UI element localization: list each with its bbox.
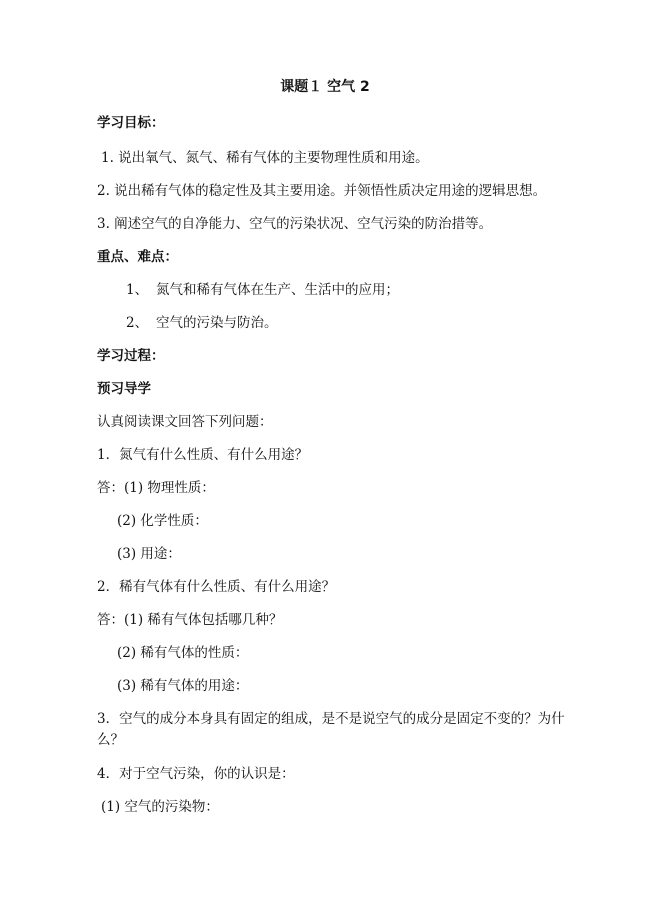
question-3-line-1: 3．空气的成分本身具有固定的组成，是不是说空气的成分是固定不变的？为什 xyxy=(97,711,565,727)
keypoint-item-2-text: 空气的污染与防治。 xyxy=(156,315,278,331)
objective-item-3: 3. 阐述空气的自净能力、空气的污染状况、空气污染的防治措等。 xyxy=(97,216,493,232)
keypoint-item-2 xyxy=(126,313,278,333)
question-2-answer-2: (2) 稀有气体的性质： xyxy=(117,645,249,661)
keypoint-item-2-number: 2、 xyxy=(126,315,149,331)
question-1-answer-2: (2) 化学性质： xyxy=(117,513,208,529)
question-4: 4．对于空气污染，你的认识是： xyxy=(97,766,295,782)
objectives-heading: 学习目标： xyxy=(97,115,165,131)
keypoint-item-1-number: 1、 xyxy=(126,282,149,298)
question-2: 2．稀有气体有什么性质、有什么用途？ xyxy=(97,579,336,595)
question-3-line-2: 么？ xyxy=(97,732,124,748)
keypoints-heading: 重点、难点： xyxy=(97,249,178,265)
page-title: 课题１ 空气 2 xyxy=(280,79,370,95)
question-4-answer-1: (1) 空气的污染物： xyxy=(101,799,219,815)
process-heading: 学习过程： xyxy=(97,348,165,364)
preview-heading: 预习导学 xyxy=(97,381,151,397)
question-2-answer-3: (3) 稀有气体的用途： xyxy=(117,678,249,694)
keypoint-item-1-text: 氮气和稀有气体在生产、生活中的应用； xyxy=(156,282,399,298)
keypoint-item-1 xyxy=(126,280,399,300)
objective-item-1: 1. 说出氧气、氮气、稀有气体的主要物理性质和用途。 xyxy=(101,150,429,166)
objective-item-2: 2. 说出稀有气体的稳定性及其主要用途。并领悟性质决定用途的逻辑思想。 xyxy=(97,183,547,199)
question-1: 1．氮气有什么性质、有什么用途？ xyxy=(97,447,309,463)
question-2-answer-1: 答：(1) 稀有气体包括哪几种？ xyxy=(97,612,283,628)
question-1-answer-1: 答：(1) 物理性质： xyxy=(97,480,215,496)
question-1-answer-3: (3) 用途： xyxy=(117,546,181,562)
reading-instruction: 认真阅读课文回答下列问题： xyxy=(97,414,273,430)
